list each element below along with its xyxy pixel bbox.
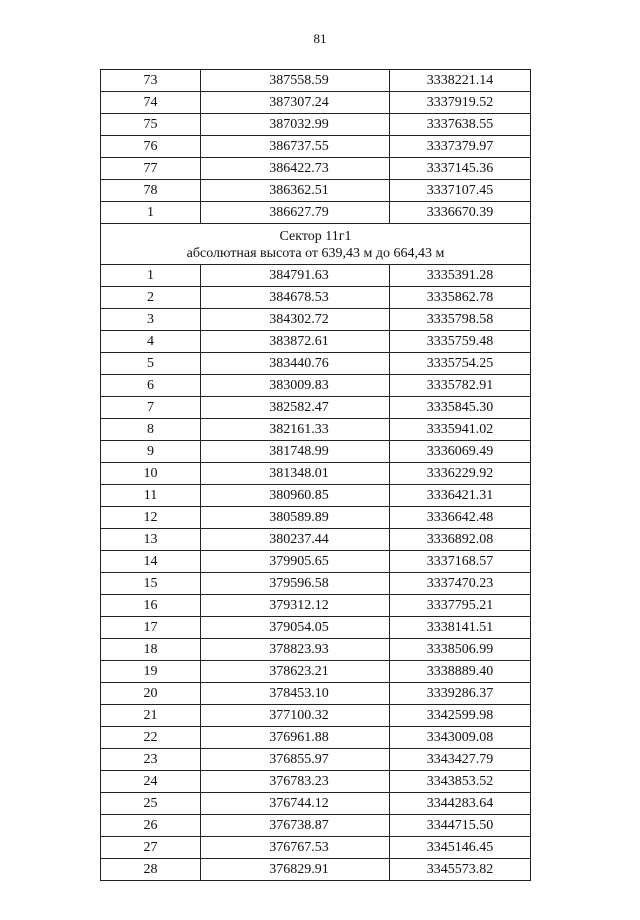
y-coordinate-cell: 3335391.28: [390, 265, 531, 287]
x-coordinate-cell: 379312.12: [201, 595, 390, 617]
y-coordinate-cell: 3335845.30: [390, 397, 531, 419]
table-row: [101, 617, 531, 639]
table-row: [101, 529, 531, 551]
point-number-cell: 13: [101, 529, 201, 551]
point-number-cell: 15: [101, 573, 201, 595]
sector-header-body: [101, 224, 531, 265]
x-coordinate-cell: 376738.87: [201, 815, 390, 837]
point-number-cell: 25: [101, 793, 201, 815]
x-coordinate-cell: 386362.51: [201, 180, 390, 202]
y-coordinate-cell: 3343427.79: [390, 749, 531, 771]
table-row: [101, 136, 531, 158]
x-coordinate-cell: 381348.01: [201, 463, 390, 485]
table-row: [101, 114, 531, 136]
y-coordinate-cell: 3345573.82: [390, 859, 531, 881]
y-coordinate-cell: 3337638.55: [390, 114, 531, 136]
table-row: [101, 331, 531, 353]
point-number-cell: 10: [101, 463, 201, 485]
y-coordinate-cell: 3336069.49: [390, 441, 531, 463]
x-coordinate-cell: 380960.85: [201, 485, 390, 507]
table-row: [101, 441, 531, 463]
y-coordinate-cell: 3338506.99: [390, 639, 531, 661]
y-coordinate-cell: 3336892.08: [390, 529, 531, 551]
table-row: [101, 551, 531, 573]
x-coordinate-cell: 387558.59: [201, 70, 390, 92]
x-coordinate-cell: 387307.24: [201, 92, 390, 114]
y-coordinate-cell: 3337919.52: [390, 92, 531, 114]
point-number-cell: 28: [101, 859, 201, 881]
point-number-cell: 27: [101, 837, 201, 859]
y-coordinate-cell: 3336642.48: [390, 507, 531, 529]
point-number-cell: 21: [101, 705, 201, 727]
table-row: [101, 70, 531, 92]
x-coordinate-cell: 377100.32: [201, 705, 390, 727]
y-coordinate-cell: 3336229.92: [390, 463, 531, 485]
x-coordinate-cell: 383440.76: [201, 353, 390, 375]
y-coordinate-cell: 3342599.98: [390, 705, 531, 727]
table-row: [101, 507, 531, 529]
point-number-cell: 3: [101, 309, 201, 331]
point-number-cell: 9: [101, 441, 201, 463]
point-number-cell: 26: [101, 815, 201, 837]
table-row: [101, 419, 531, 441]
table-row: [101, 815, 531, 837]
y-coordinate-cell: 3337107.45: [390, 180, 531, 202]
table-row: [101, 158, 531, 180]
table-row: [101, 727, 531, 749]
x-coordinate-cell: 378623.21: [201, 661, 390, 683]
point-number-cell: 74: [101, 92, 201, 114]
sector-title: Сектор 11г1: [279, 228, 352, 244]
point-number-cell: 22: [101, 727, 201, 749]
table-row: [101, 793, 531, 815]
x-coordinate-cell: 380237.44: [201, 529, 390, 551]
x-coordinate-cell: 376744.12: [201, 793, 390, 815]
table-row: [101, 771, 531, 793]
sector-subtitle: абсолютная высота от 639,43 м до 664,43 м: [186, 245, 445, 261]
x-coordinate-cell: 379596.58: [201, 573, 390, 595]
point-number-cell: 11: [101, 485, 201, 507]
y-coordinate-cell: 3335754.25: [390, 353, 531, 375]
table-row: [101, 265, 531, 287]
table-row: [101, 639, 531, 661]
y-coordinate-cell: 3335862.78: [390, 287, 531, 309]
y-coordinate-cell: 3335759.48: [390, 331, 531, 353]
x-coordinate-cell: 382161.33: [201, 419, 390, 441]
table-row: [101, 287, 531, 309]
point-number-cell: 6: [101, 375, 201, 397]
y-coordinate-cell: 3337795.21: [390, 595, 531, 617]
table-body-before: [101, 70, 531, 224]
point-number-cell: 24: [101, 771, 201, 793]
sector-header-row: [101, 224, 531, 265]
point-number-cell: 77: [101, 158, 201, 180]
y-coordinate-cell: 3344283.64: [390, 793, 531, 815]
point-number-cell: 19: [101, 661, 201, 683]
x-coordinate-cell: 376961.88: [201, 727, 390, 749]
x-coordinate-cell: 382582.47: [201, 397, 390, 419]
y-coordinate-cell: 3338889.40: [390, 661, 531, 683]
table-row: [101, 92, 531, 114]
table-row: [101, 375, 531, 397]
table-row: [101, 573, 531, 595]
y-coordinate-cell: 3338141.51: [390, 617, 531, 639]
point-number-cell: 1: [101, 202, 201, 224]
table-row: [101, 683, 531, 705]
point-number-cell: 78: [101, 180, 201, 202]
y-coordinate-cell: 3343009.08: [390, 727, 531, 749]
x-coordinate-cell: 386422.73: [201, 158, 390, 180]
point-number-cell: 2: [101, 287, 201, 309]
point-number-cell: 14: [101, 551, 201, 573]
x-coordinate-cell: 376829.91: [201, 859, 390, 881]
point-number-cell: 16: [101, 595, 201, 617]
table-row: [101, 705, 531, 727]
coordinates-table: [100, 69, 531, 881]
x-coordinate-cell: 386627.79: [201, 202, 390, 224]
table-row: [101, 595, 531, 617]
table-row: [101, 463, 531, 485]
point-number-cell: 75: [101, 114, 201, 136]
table-row: [101, 353, 531, 375]
y-coordinate-cell: 3337470.23: [390, 573, 531, 595]
table-row: [101, 661, 531, 683]
y-coordinate-cell: 3337379.97: [390, 136, 531, 158]
x-coordinate-cell: 383872.61: [201, 331, 390, 353]
y-coordinate-cell: 3336421.31: [390, 485, 531, 507]
table-row: [101, 180, 531, 202]
point-number-cell: 7: [101, 397, 201, 419]
point-number-cell: 17: [101, 617, 201, 639]
x-coordinate-cell: 380589.89: [201, 507, 390, 529]
page-number: 81: [313, 31, 327, 46]
x-coordinate-cell: 378453.10: [201, 683, 390, 705]
x-coordinate-cell: 387032.99: [201, 114, 390, 136]
point-number-cell: 23: [101, 749, 201, 771]
y-coordinate-cell: 3337145.36: [390, 158, 531, 180]
table-row: [101, 485, 531, 507]
y-coordinate-cell: 3335782.91: [390, 375, 531, 397]
y-coordinate-cell: 3338221.14: [390, 70, 531, 92]
point-number-cell: 5: [101, 353, 201, 375]
y-coordinate-cell: 3337168.57: [390, 551, 531, 573]
point-number-cell: 4: [101, 331, 201, 353]
x-coordinate-cell: 376855.97: [201, 749, 390, 771]
y-coordinate-cell: 3336670.39: [390, 202, 531, 224]
x-coordinate-cell: 386737.55: [201, 136, 390, 158]
point-number-cell: 1: [101, 265, 201, 287]
point-number-cell: 18: [101, 639, 201, 661]
y-coordinate-cell: 3335798.58: [390, 309, 531, 331]
table-body-after: [101, 265, 531, 881]
table-row: [101, 749, 531, 771]
x-coordinate-cell: 381748.99: [201, 441, 390, 463]
y-coordinate-cell: 3339286.37: [390, 683, 531, 705]
x-coordinate-cell: 376783.23: [201, 771, 390, 793]
table-row: [101, 859, 531, 881]
x-coordinate-cell: 376767.53: [201, 837, 390, 859]
y-coordinate-cell: 3343853.52: [390, 771, 531, 793]
point-number-cell: 8: [101, 419, 201, 441]
x-coordinate-cell: 384678.53: [201, 287, 390, 309]
point-number-cell: 20: [101, 683, 201, 705]
point-number-cell: 76: [101, 136, 201, 158]
table-row: [101, 202, 531, 224]
y-coordinate-cell: 3345146.45: [390, 837, 531, 859]
point-number-cell: 12: [101, 507, 201, 529]
x-coordinate-cell: 379054.05: [201, 617, 390, 639]
x-coordinate-cell: 378823.93: [201, 639, 390, 661]
point-number-cell: 73: [101, 70, 201, 92]
x-coordinate-cell: 383009.83: [201, 375, 390, 397]
x-coordinate-cell: 379905.65: [201, 551, 390, 573]
table-row: [101, 397, 531, 419]
table-row: [101, 837, 531, 859]
table-row: [101, 309, 531, 331]
y-coordinate-cell: 3344715.50: [390, 815, 531, 837]
x-coordinate-cell: 384302.72: [201, 309, 390, 331]
y-coordinate-cell: 3335941.02: [390, 419, 531, 441]
x-coordinate-cell: 384791.63: [201, 265, 390, 287]
sector-header-cell: [101, 224, 531, 265]
